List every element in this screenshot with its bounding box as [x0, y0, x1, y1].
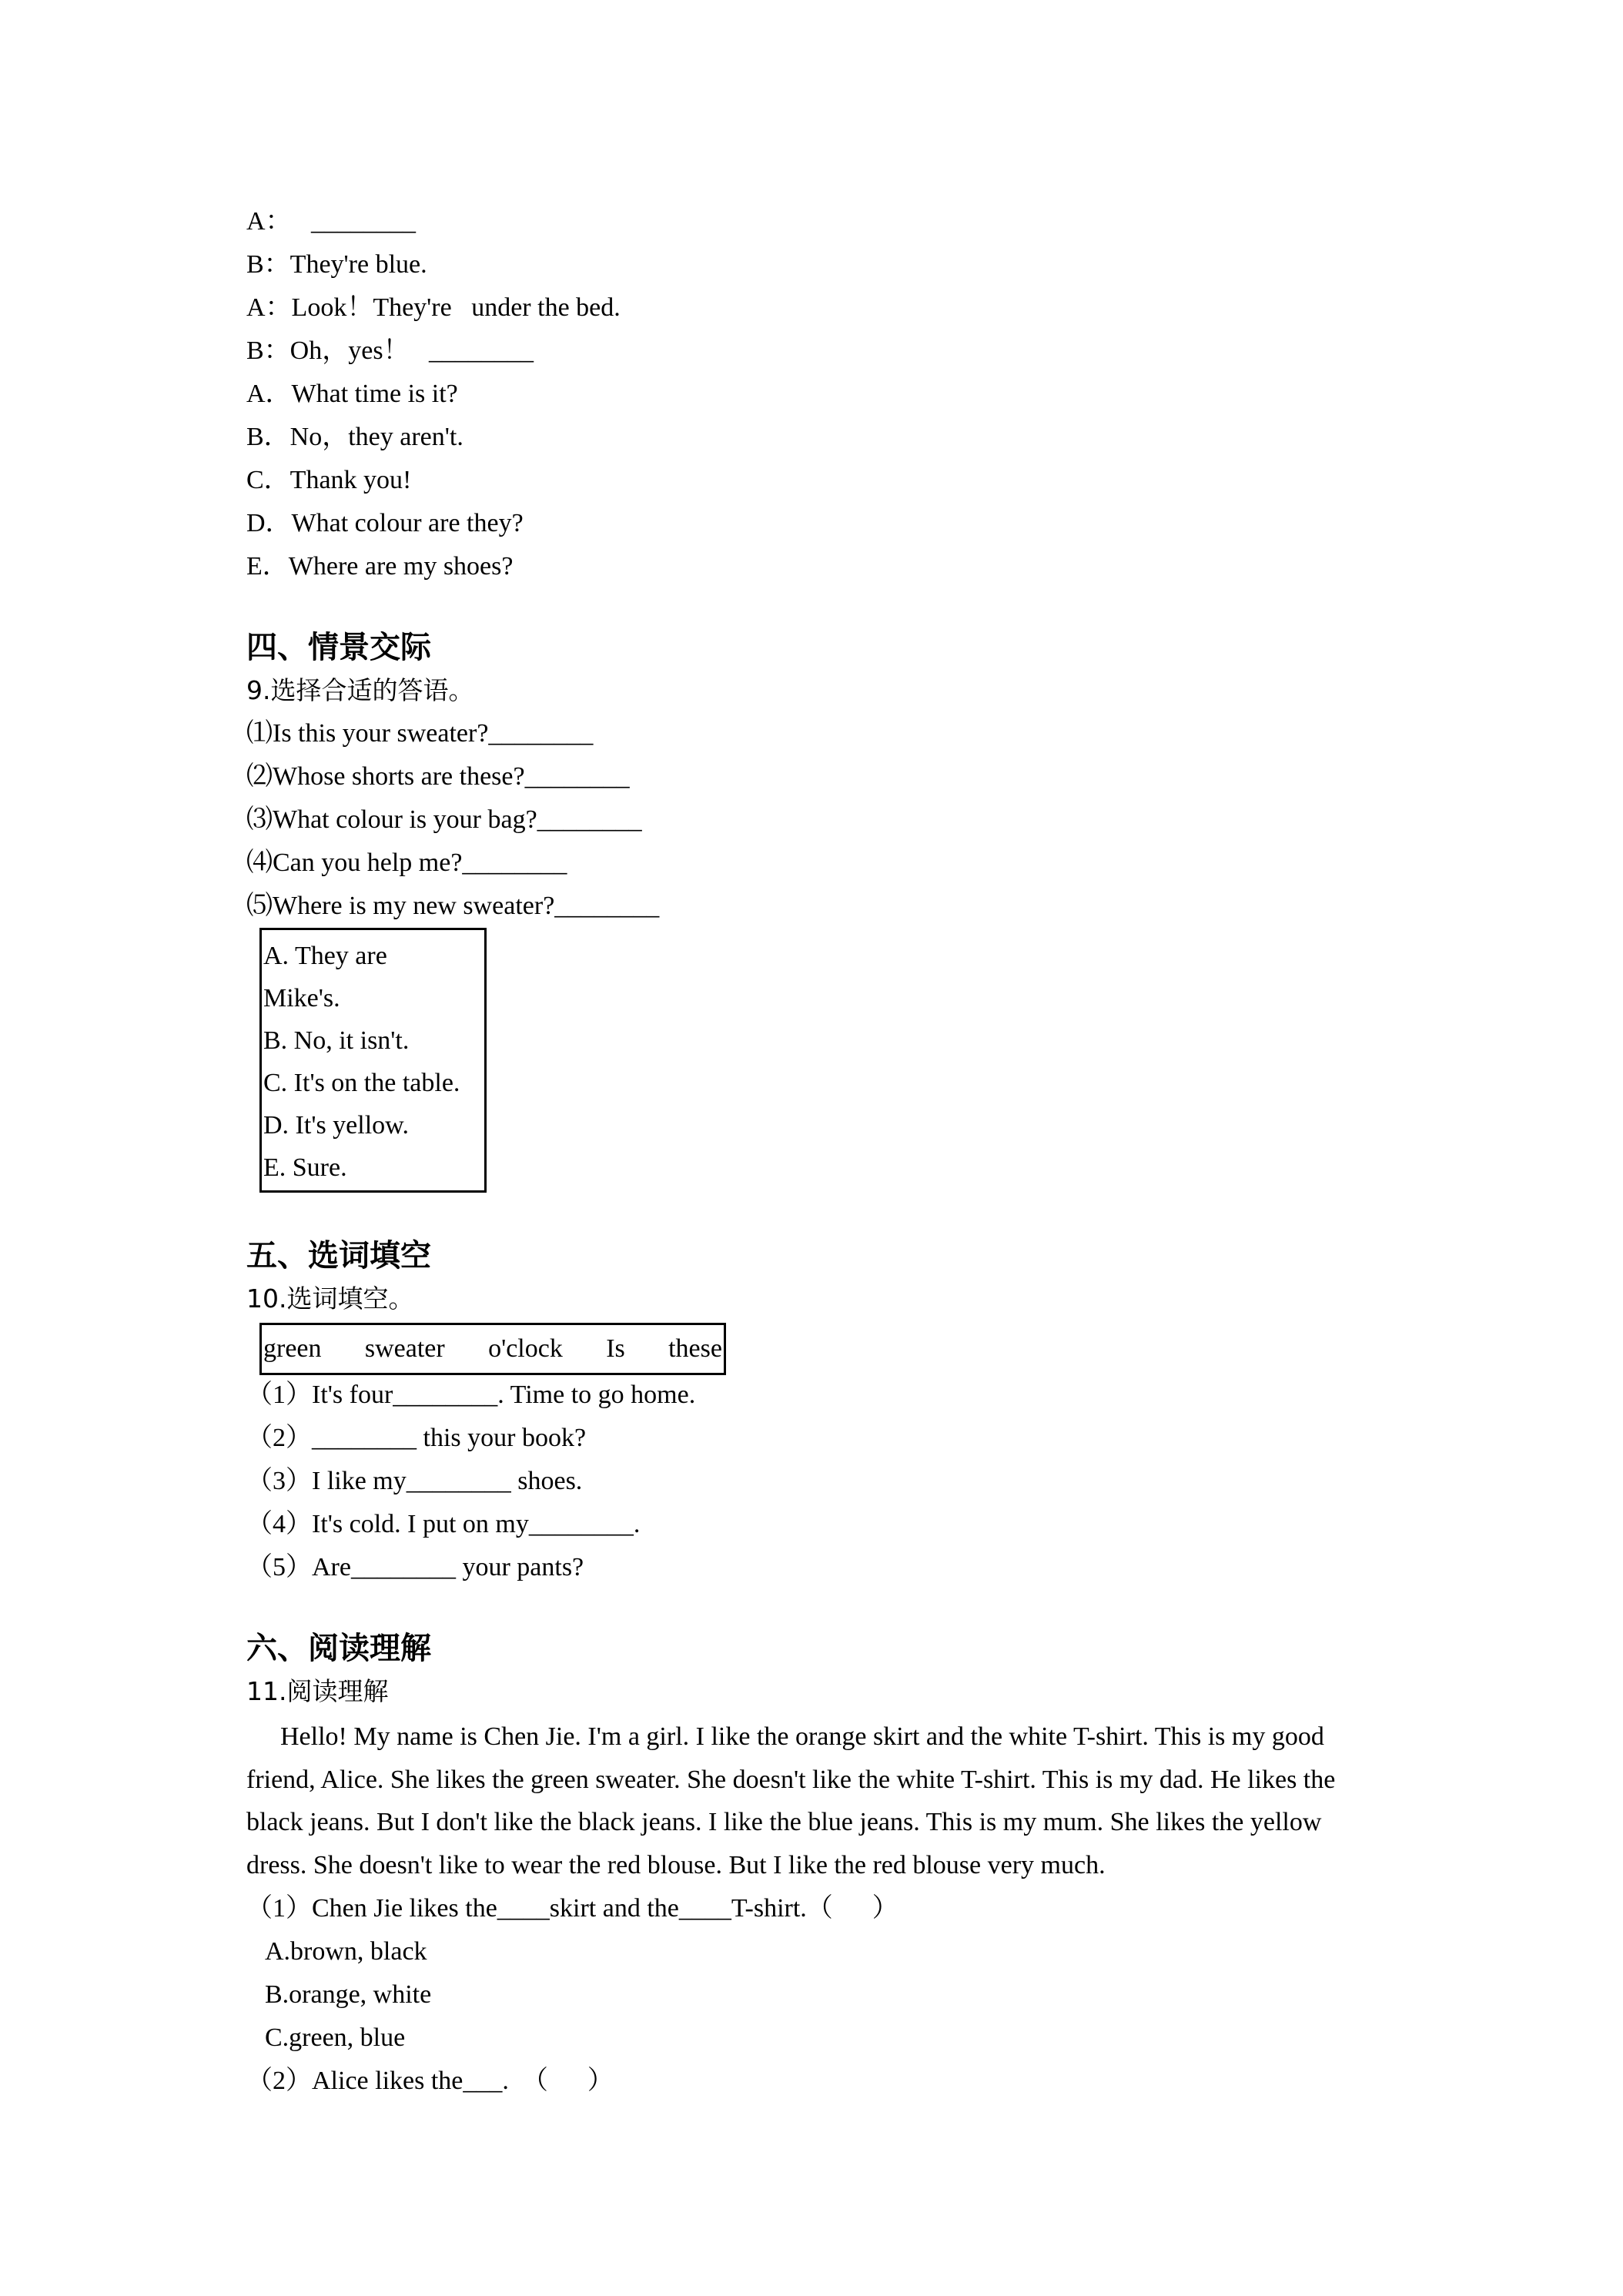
answer-option: B. No, it isn't. [263, 1026, 410, 1055]
dialogue-line: A：Look！They're under the bed. [246, 293, 621, 322]
answer-box [259, 928, 487, 1193]
reading-option: C.green, blue [265, 2023, 406, 2052]
word-bank-box [259, 1323, 726, 1375]
fill-blank-item: （1）It's four________. Time to go home. [246, 1381, 696, 1409]
fill-blank-item: （4）It's cold. I put on my________. [246, 1510, 641, 1538]
word-bank-word: Is [606, 1334, 625, 1363]
word-bank-word: sweater [364, 1334, 445, 1363]
fill-blank-item: （5）Are________ your pants? [246, 1553, 584, 1581]
dialogue-option: B．No，they aren't. [246, 423, 463, 451]
answer-option: C. It's on the table. [263, 1069, 460, 1097]
reading-question: （2）Alice likes the___. （ ） [246, 2067, 614, 2095]
fill-blank-item: （3）I like my________ shoes. [246, 1467, 583, 1495]
fill-blank-item: （2）________ this your book? [246, 1424, 587, 1452]
question-item: ⑷Can you help me?________ [246, 848, 567, 877]
section-heading: 六、阅读理解 [246, 1631, 431, 1666]
answer-option: Mike's. [263, 984, 340, 1012]
section-heading: 五、选词填空 [246, 1238, 431, 1274]
reading-option: B.orange, white [265, 1980, 432, 2009]
reading-question: （1）Chen Jie likes the____skirt and the____T-shirt.（ ） [246, 1894, 899, 1923]
dialogue-option: D．What colour are they? [246, 509, 524, 537]
question-item: ⑸Where is my new sweater?________ [246, 892, 660, 920]
reading-option: A.brown, black [265, 1937, 427, 1966]
question-item: ⑶What colour is your bag?________ [246, 805, 642, 834]
dialogue-option: A．What time is it? [246, 380, 458, 408]
question-item: ⑴Is this your sweater?________ [246, 719, 594, 748]
reading-passage: Hello! My name is Chen Jie. I'm a girl. I like the orange skirt and the white T-shirt. This is my good friend, Alice. She likes the green sweater. She doesn't like the white T-shirt. This is my dad. He likes the black jeans. But I don't like the black jeans. I like the blue jeans. This is my mum. She likes the yellow dress. She doesn't like to wear the red blouse. But I like the red blouse very much. [246, 1722, 1336, 1879]
dialogue-line: B：Oh，yes！ ________ [246, 336, 534, 365]
question-item: ⑵Whose shorts are these?________ [246, 762, 630, 791]
section-heading: 四、情景交际 [246, 630, 431, 665]
word-bank-word: these [668, 1334, 722, 1363]
dialogue-option: E．Where are my shoes? [246, 552, 514, 581]
word-bank [262, 1325, 724, 1373]
dialogue-option: C．Thank you! [246, 466, 412, 494]
question-title: 9.选择合适的答语。 [246, 675, 474, 705]
dialogue-line: A： ________ [246, 207, 417, 236]
question-title: 11.阅读理解 [246, 1676, 389, 1706]
answer-option: A. They are [263, 942, 387, 970]
word-bank-word: green [263, 1334, 322, 1363]
answer-option: E. Sure. [263, 1153, 347, 1182]
word-bank-word: o'clock [488, 1334, 563, 1363]
dialogue-line: B：They're blue. [246, 250, 427, 279]
question-title: 10.选词填空。 [246, 1284, 414, 1314]
answer-option: D. It's yellow. [263, 1111, 410, 1140]
